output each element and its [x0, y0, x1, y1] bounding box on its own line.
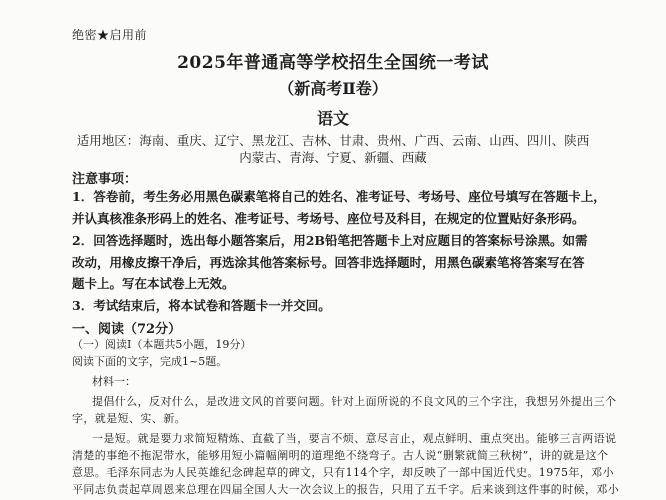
- region-line-2: 内蒙古、青海、宁夏、新疆、西藏: [239, 150, 427, 165]
- exam-subtitle: （新高考Ⅱ卷）: [278, 79, 388, 98]
- sub-section-heading: （一）阅读Ⅰ（本题共5小题，19分）: [72, 338, 252, 351]
- region-line-1: 适用地区：海南、重庆、辽宁、黑龙江、吉林、甘肃、贵州、广西、云南、山西、四川、陕西: [76, 133, 590, 148]
- notes-line: 3．考试结束后，将本试卷和答题卡一并交回。: [72, 298, 331, 313]
- notes-line: 题卡上。写在本试卷上无效。: [72, 276, 235, 291]
- exam-title: 2025年普通高等学校招生全国统一考试: [177, 53, 489, 73]
- exam-subject: 语文: [316, 109, 349, 128]
- confidential-label: 绝密★启用前: [72, 28, 148, 42]
- passage-line: 提倡什么，反对什么，是改进文风的首要问题。针对上面所说的不良文风的三个字注，我想另外提出三个: [92, 395, 617, 408]
- material-label: 材料一：: [92, 375, 136, 388]
- instruction-text: 阅读下面的文字，完成1~5题。: [72, 355, 228, 368]
- notes-line: 2．回答选择题时，选出每小题答案后，用2B铅笔把答题卡上对应题目的答案标号涂黑。如需: [72, 233, 588, 248]
- passage-line: 平同志负责起草周恩来总理在四届全国人大一次会议上的报告，只用了五千字。后来谈到这件事的时候，邓小: [72, 483, 620, 496]
- passage-line: 字，就是短、实、新。: [72, 412, 186, 425]
- notes-line: 1．答卷前，考生务必用黑色碳素笔将自己的姓名、准考证号、考场号、座位号填写在答题卡上，: [72, 189, 606, 204]
- section-heading: 一、阅读（72分）: [72, 322, 182, 337]
- passage-line: 清楚的事绝不拖泥带水，能够用短小篇幅阐明的道理绝不绕弯子。古人说“删繁就简三秋树”，讲的就是这个: [72, 449, 609, 462]
- passage-line: 意思。毛泽东同志为人民英雄纪念碑起草的碑文，只有114个字，却反映了一部中国近代史。1975年，邓小: [72, 466, 614, 479]
- notes-line: 改动，用橡皮擦干净后，再选涂其他答案标号。回答非选择题时，用黑色碳素笔将答案写在答: [72, 255, 585, 270]
- notes-line: 并认真核准条形码上的姓名、准考证号、考场号、座位号及科目，在规定的位置贴好条形码。: [72, 211, 585, 226]
- notes-heading: 注意事项：: [72, 172, 138, 187]
- passage-line: 一是短。就是要力求简短精炼、直截了当，要言不烦、意尽言止，观点鲜明、重点突出。能够三言两语说: [92, 432, 617, 445]
